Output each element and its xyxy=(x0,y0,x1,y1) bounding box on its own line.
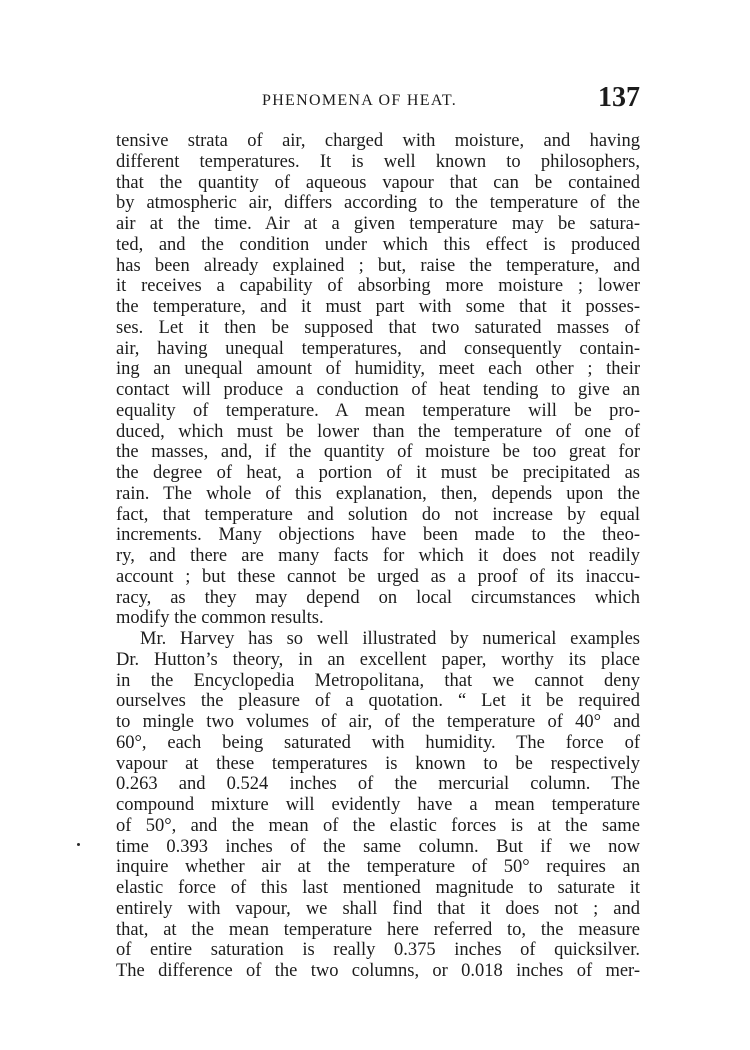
text-line: the temperature, and it must part with some that it posses- xyxy=(116,297,640,317)
margin-dot xyxy=(77,843,80,846)
text-line: by atmospheric air, differs according to the temperature of the xyxy=(116,193,640,214)
text-line: inquire whether air at the temperature of 50° requires an xyxy=(116,857,640,878)
text-line: that, at the mean temperature here referred to, the measure xyxy=(116,919,640,940)
text-line: rain. The whole of this explanation, then, depends upon the xyxy=(116,483,640,504)
text-line: compound mixture will evidently have a mean temperature xyxy=(116,795,640,815)
text-line: ing an unequal amount of humidity, meet each other ; their xyxy=(116,359,640,380)
text-line: Dr. Hutton’s theory, in an excellent paper, worthy its place xyxy=(116,649,640,670)
body-text xyxy=(116,131,640,982)
text-line: air, having unequal temperatures, and consequently contain- xyxy=(116,338,640,359)
text-line: contact will produce a conduction of heat tending to give an xyxy=(116,380,640,400)
text-line: fact, that temperature and solution do not increase by equal xyxy=(116,504,640,525)
text-line: vapour at these temperatures is known to be respectively xyxy=(116,753,640,774)
text-line: ourselves the pleasure of a quotation. “ Let it be required xyxy=(116,691,640,712)
text-line: has been already explained ; but, raise the temperature, and xyxy=(116,255,640,276)
text-line: the degree of heat, a portion of it must be precipitated as xyxy=(116,463,640,483)
text-line: that the quantity of aqueous vapour that can be contained xyxy=(116,172,640,193)
text-line: different temperatures. It is well known to philosophers, xyxy=(116,151,640,172)
paragraph-start-line: Mr. Harvey has so well illustrated by numerical examples xyxy=(140,629,640,649)
text-line: in the Encyclopedia Metropolitana, that we cannot deny xyxy=(116,670,640,691)
text-line: 60°, each being saturated with humidity. The force of xyxy=(116,732,640,753)
paragraph-end-line: modify the common results. xyxy=(116,608,324,629)
text-line: tensive strata of air, charged with moisture, and having xyxy=(116,131,640,151)
text-line: ses. Let it then be supposed that two saturated masses of xyxy=(116,317,640,338)
text-line: of entire saturation is really 0.375 inches of quicksilver. xyxy=(116,940,640,961)
text-line: racy, as they may depend on local circumstances which xyxy=(116,587,640,608)
text-line: 0.263 and 0.524 inches of the mercurial column. The xyxy=(116,774,640,795)
text-line: to mingle two volumes of air, of the temperature of 40° and xyxy=(116,712,640,732)
text-line: air at the time. Air at a given temperature may be satura- xyxy=(116,214,640,234)
text-line: time 0.393 inches of the same column. But if we now xyxy=(116,836,640,857)
text-line: entirely with vapour, we shall find that it does not ; and xyxy=(116,898,640,919)
text-line: equality of temperature. A mean temperature will be pro- xyxy=(116,400,640,421)
text-line: elastic force of this last mentioned magnitude to saturate it xyxy=(116,878,640,898)
running-title: PHENOMENA OF HEAT. xyxy=(262,92,458,109)
page-number: 137 xyxy=(598,82,640,113)
text-line: ted, and the condition under which this effect is produced xyxy=(116,234,640,255)
text-line: ry, and there are many facts for which it does not readily xyxy=(116,546,640,566)
text-line: the masses, and, if the quantity of moisture be too great for xyxy=(116,442,640,463)
text-line: it receives a capability of absorbing more moisture ; lower xyxy=(116,276,640,297)
text-line: duced, which must be lower than the temperature of one of xyxy=(116,421,640,442)
text-line: of 50°, and the mean of the elastic forces is at the same xyxy=(116,815,640,836)
text-line: The difference of the two columns, or 0.018 inches of mer- xyxy=(116,961,640,981)
text-line: account ; but these cannot be urged as a proof of its inaccu- xyxy=(116,566,640,587)
text-line: increments. Many objections have been made to the theo- xyxy=(116,525,640,546)
running-head xyxy=(116,82,640,118)
